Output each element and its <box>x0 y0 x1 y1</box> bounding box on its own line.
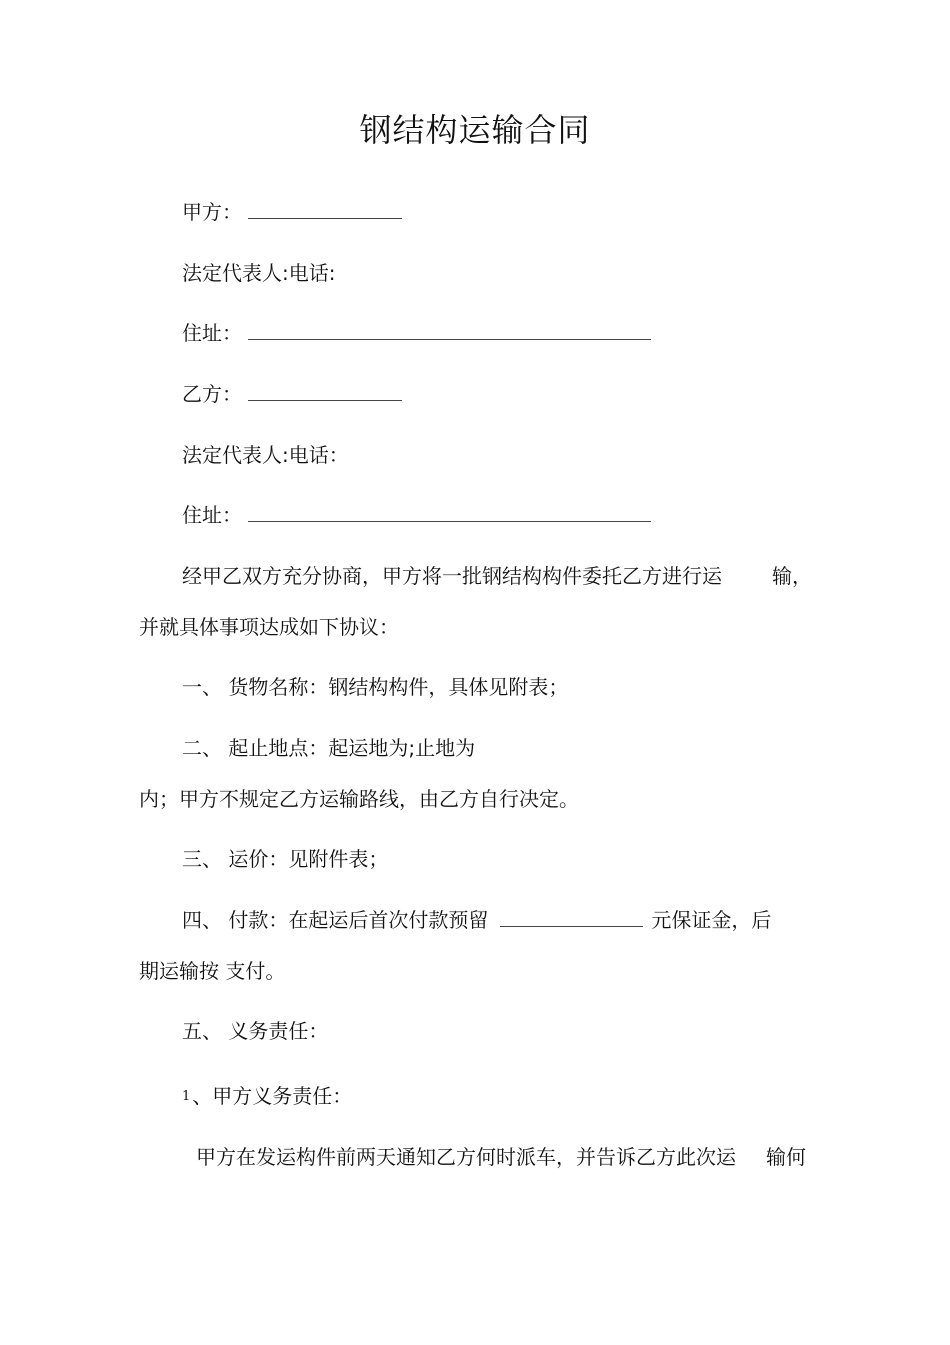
clause-4-line-1 <box>182 905 771 935</box>
document-title: 钢结构运输合同 <box>359 111 591 149</box>
party-a-address-blank <box>248 319 651 340</box>
party-a-address-line <box>182 318 651 348</box>
clause-4-line-2: 期运输按 支付。 <box>139 959 286 983</box>
party-a-address-label: 住址： <box>182 321 242 345</box>
party-b-address-line <box>182 500 651 530</box>
clause-1: 一、 货物名称：钢结构构件，具体见附表； <box>182 675 569 699</box>
intro-line-1a: 经甲乙双方充分协商，甲方将一批钢结构构件委托乙方进行运 <box>182 564 722 588</box>
party-a-blank <box>248 198 402 219</box>
clause-3: 三、 运价：见附件表； <box>182 847 389 871</box>
clause-2-line-1: 二、 起止地点：起运地为;止地为 <box>182 736 476 760</box>
party-a-rep-phone: 法定代表人:电话: <box>182 261 336 285</box>
clause-5: 五、 义务责任： <box>182 1019 329 1043</box>
clause-4-text-a: 四、 付款：在起运后首次付款预留 <box>182 908 489 932</box>
sub-clause-1-text-b: 输何 <box>766 1145 806 1169</box>
intro-line-1b: 输， <box>772 564 812 588</box>
sub-clause-1-number: 1 <box>182 1089 191 1104</box>
clause-4-text-b: 元保证金，后 <box>651 908 772 932</box>
clause-2-line-2: 内；甲方不规定乙方运输路线，由乙方自行决定。 <box>139 787 579 811</box>
party-b-line <box>182 379 402 409</box>
party-a-label: 甲方： <box>182 200 242 224</box>
deposit-blank <box>500 906 643 927</box>
sub-clause-1-label: 、甲方义务责任： <box>192 1084 353 1108</box>
intro-line-2: 并就具体事项达成如下协议： <box>139 615 399 639</box>
sub-clause-1-text-a: 甲方在发运构件前两天通知乙方何时派车，并告诉乙方此次运 <box>196 1145 736 1169</box>
party-b-blank <box>248 380 402 401</box>
party-b-rep-phone: 法定代表人:电话： <box>182 443 349 467</box>
party-b-address-blank <box>248 501 651 522</box>
sub-clause-1 <box>182 1081 352 1112</box>
party-a-line <box>182 197 402 227</box>
party-b-label: 乙方： <box>182 382 242 406</box>
party-b-address-label: 住址： <box>182 503 242 527</box>
